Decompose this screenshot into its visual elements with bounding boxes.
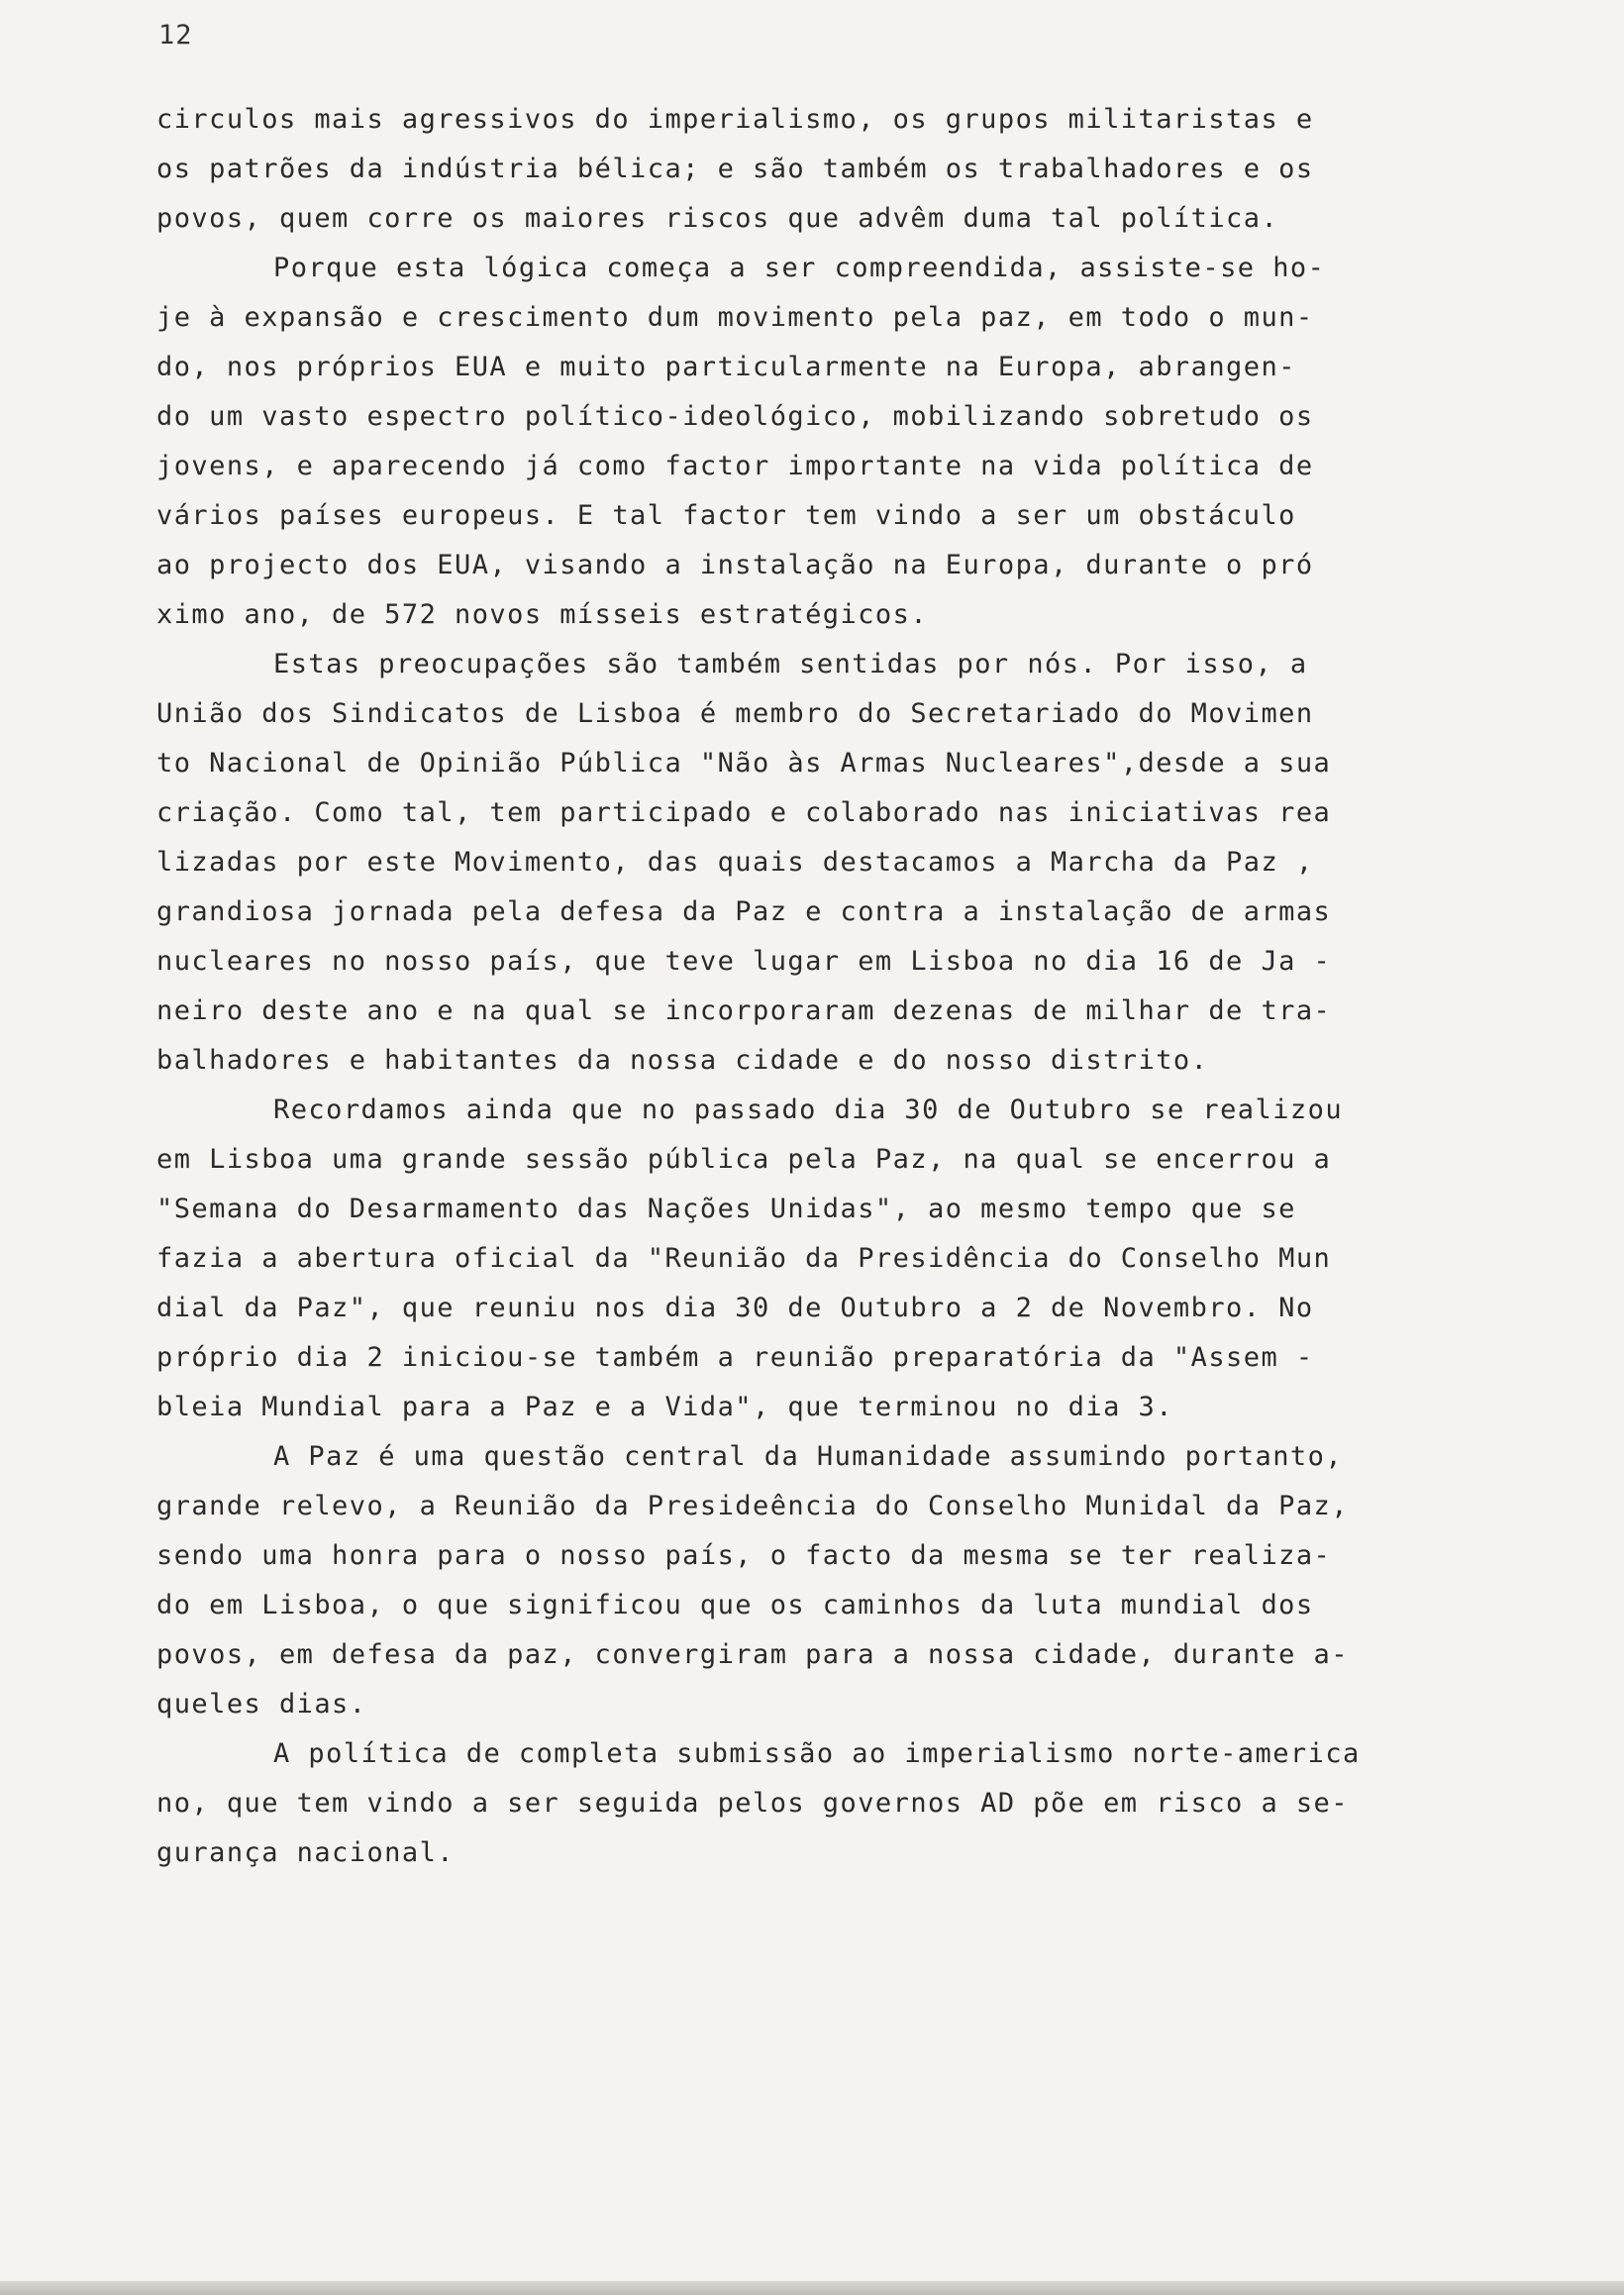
text-line: bleia Mundial para a Paz e a Vida", que terminou no dia 3.: [156, 1392, 1173, 1422]
text-line: do um vasto espectro político-ideológico, mobilizando sobretudo os: [156, 401, 1314, 432]
text-line: je à expansão e crescimento dum movimento pela paz, em todo o mun-: [156, 302, 1314, 333]
text-line: povos, quem corre os maiores riscos que advêm duma tal política.: [156, 203, 1279, 234]
text-line: lizadas por este Movimento, das quais destacamos a Marcha da Paz ,: [156, 847, 1314, 878]
text-line: criação. Como tal, tem participado e colaborado nas iniciativas rea: [156, 797, 1332, 828]
text-line: grande relevo, a Reunião da Presideência do Conselho Munidal da Paz,: [156, 1491, 1349, 1521]
text-line: gurança nacional.: [156, 1837, 455, 1868]
text-line: em Lisboa uma grande sessão pública pela Paz, na qual se encerrou a: [156, 1144, 1332, 1175]
body-text: [156, 95, 1483, 1878]
text-line: A Paz é uma questão central da Humanidade assumindo portanto,: [273, 1441, 1344, 1472]
text-line: ao projecto dos EUA, visando a instalação na Europa, durante o pró: [156, 550, 1314, 580]
text-line: circulos mais agressivos do imperialismo, os grupos militaristas e: [156, 104, 1314, 135]
text-line: dial da Paz", que reuniu nos dia 30 de Outubro a 2 de Novembro. No: [156, 1293, 1314, 1323]
text-line: jovens, e aparecendo já como factor importante na vida política de: [156, 451, 1314, 481]
text-line: do em Lisboa, o que significou que os caminhos da luta mundial dos: [156, 1590, 1314, 1620]
text-line: Porque esta lógica começa a ser compreendida, assiste-se ho-: [273, 253, 1326, 283]
text-line: Estas preocupações são também sentidas por nós. Por isso, a: [273, 649, 1308, 679]
text-line: União dos Sindicatos de Lisboa é membro do Secretariado do Movimen: [156, 698, 1314, 729]
text-line: no, que tem vindo a ser seguida pelos governos AD põe em risco a se-: [156, 1788, 1349, 1819]
page-bottom-edge: [0, 2281, 1624, 2295]
text-line: grandiosa jornada pela defesa da Paz e contra a instalação de armas: [156, 896, 1332, 927]
text-line: povos, em defesa da paz, convergiram para a nossa cidade, durante a-: [156, 1639, 1349, 1670]
text-line: sendo uma honra para o nosso país, o facto da mesma se ter realiza-: [156, 1540, 1332, 1571]
text-line: "Semana do Desarmamento das Nações Unidas", ao mesmo tempo que se: [156, 1194, 1296, 1224]
text-line: nucleares no nosso país, que teve lugar em Lisboa no dia 16 de Ja -: [156, 946, 1332, 977]
text-line: os patrões da indústria bélica; e são também os trabalhadores e os: [156, 154, 1314, 184]
text-line: próprio dia 2 iniciou-se também a reunião preparatória da "Assem -: [156, 1342, 1314, 1373]
text-line: queles dias.: [156, 1689, 367, 1720]
page-number: 12: [158, 20, 193, 51]
text-line: fazia a abertura oficial da "Reunião da Presidência do Conselho Mun: [156, 1243, 1332, 1274]
text-line: neiro deste ano e na qual se incorporaram dezenas de milhar de tra-: [156, 995, 1332, 1026]
text-line: ximo ano, de 572 novos mísseis estratégicos.: [156, 599, 929, 630]
text-line: do, nos próprios EUA e muito particularmente na Europa, abrangen-: [156, 352, 1296, 382]
text-line: A política de completa submissão ao imperialismo norte-america: [273, 1738, 1361, 1769]
text-line: balhadores e habitantes da nossa cidade e do nosso distrito.: [156, 1045, 1209, 1076]
text-line: vários países europeus. E tal factor tem vindo a ser um obstáculo: [156, 500, 1296, 531]
text-line: to Nacional de Opinião Pública "Não às Armas Nucleares",desde a sua: [156, 748, 1332, 779]
text-line: Recordamos ainda que no passado dia 30 de Outubro se realizou: [273, 1095, 1344, 1125]
